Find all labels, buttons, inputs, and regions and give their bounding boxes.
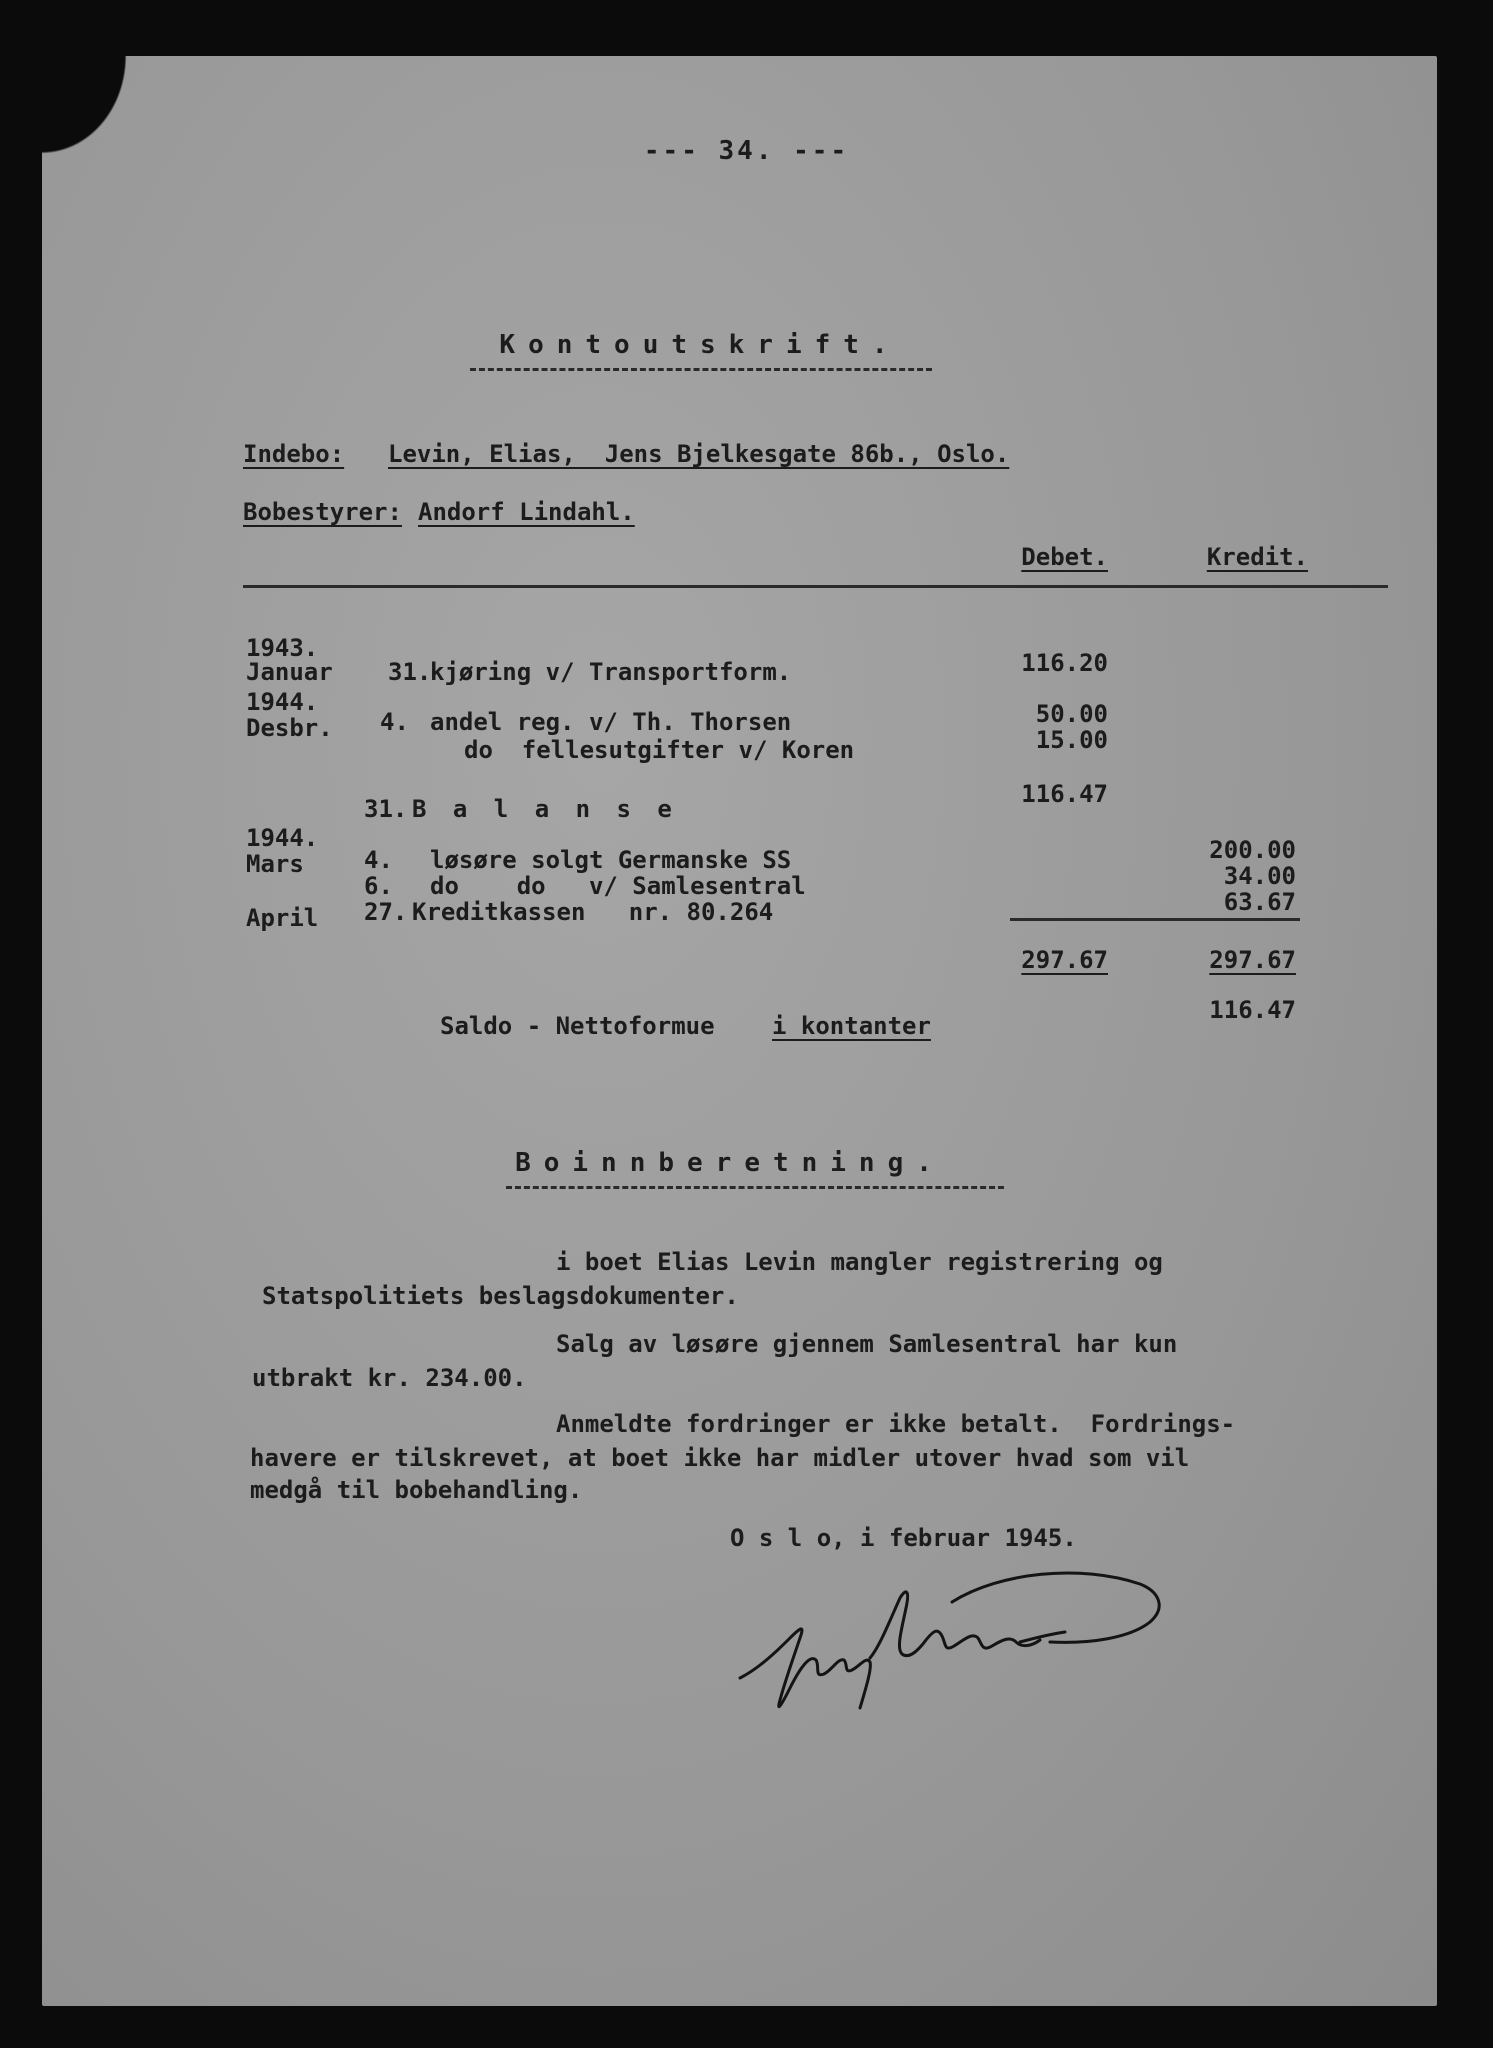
total-debet: 297.67	[1021, 946, 1108, 974]
bobestyrer-label: Bobestyrer:	[243, 498, 402, 526]
row-month: Januar	[246, 658, 333, 686]
row-day: 4.	[380, 708, 409, 736]
bobestyrer-value: Andorf Lindahl.	[418, 498, 635, 526]
signature	[720, 1524, 1170, 1728]
row-debet: 116.20	[1021, 649, 1108, 677]
row-kredit: 63.67	[1223, 888, 1296, 916]
row-month: Desbr.	[246, 714, 333, 742]
title-underline	[506, 1186, 1004, 1189]
place-date: O s l o, i februar 1945.	[730, 1524, 1077, 1552]
row-text: løsøre solgt Germanske SS	[430, 846, 792, 874]
title-underline	[470, 368, 932, 371]
paragraph-1-line-1: i boet Elias Levin mangler registrering og	[556, 1248, 1163, 1276]
row-month: Mars	[246, 850, 304, 878]
row-debet: 116.47	[1021, 780, 1108, 808]
sum-rule	[1010, 918, 1300, 921]
row-day: 27.	[364, 898, 408, 926]
section-title-kontoutskrift: Kontoutskrift.	[499, 330, 901, 360]
paragraph-3-line-1: Anmeldte fordringer er ikke betalt. Fordrings-	[556, 1410, 1236, 1438]
saldo-value: 116.47	[1209, 996, 1296, 1024]
row-text: do fellesutgifter v/ Koren	[464, 736, 855, 764]
paragraph-2-line-1: Salg av løsøre gjennem Samlesentral har kun	[556, 1330, 1178, 1358]
row-day: 4.	[364, 846, 393, 874]
paragraph-3-line-3: medgå til bobehandling.	[250, 1476, 583, 1504]
inde-label: Indebo:	[243, 440, 345, 468]
row-debet: 15.00	[1035, 726, 1108, 754]
row-kredit: 200.00	[1209, 836, 1296, 864]
inde-value: Levin, Elias, Jens Bjelkesgate 86b., Oslo.	[388, 440, 1010, 468]
row-month: April	[246, 904, 319, 932]
row-day: 31.	[388, 658, 432, 686]
header-rule	[243, 585, 1388, 588]
page-number: --- 34. ---	[643, 136, 850, 166]
row-debet: 50.00	[1035, 700, 1108, 728]
row-text: andel reg. v/ Th. Thorsen	[430, 708, 792, 736]
row-text: do do v/ Samlesentral	[430, 872, 806, 900]
row-text: Kreditkassen nr. 80.264	[412, 898, 774, 926]
row-year: 1943.	[246, 634, 319, 662]
saldo-label-underlined: i kontanter	[772, 1012, 931, 1040]
row-year: 1944.	[246, 688, 319, 716]
section-title-boinnberetning: Boinnberetning.	[515, 1148, 945, 1178]
paragraph-2-line-2: utbrakt kr. 234.00.	[252, 1364, 527, 1392]
row-text: kjøring v/ Transportform.	[430, 658, 792, 686]
kredit-header: Kredit.	[1206, 543, 1308, 571]
torn-corner	[42, 56, 172, 206]
row-text: B a l a n s e	[412, 795, 678, 823]
row-kredit: 34.00	[1223, 862, 1296, 890]
total-kredit: 297.67	[1209, 946, 1296, 974]
debet-header: Debet.	[1021, 543, 1108, 571]
row-year: 1944.	[246, 824, 319, 852]
saldo-label: Saldo - Nettoformue	[440, 1012, 715, 1040]
paragraph-3-line-2: havere er tilskrevet, at boet ikke har midler utover hvad som vil	[250, 1444, 1190, 1472]
row-day: 31.	[364, 795, 408, 823]
row-day: 6.	[364, 872, 393, 900]
paragraph-1-line-2: Statspolitiets beslagsdokumenter.	[262, 1282, 739, 1310]
